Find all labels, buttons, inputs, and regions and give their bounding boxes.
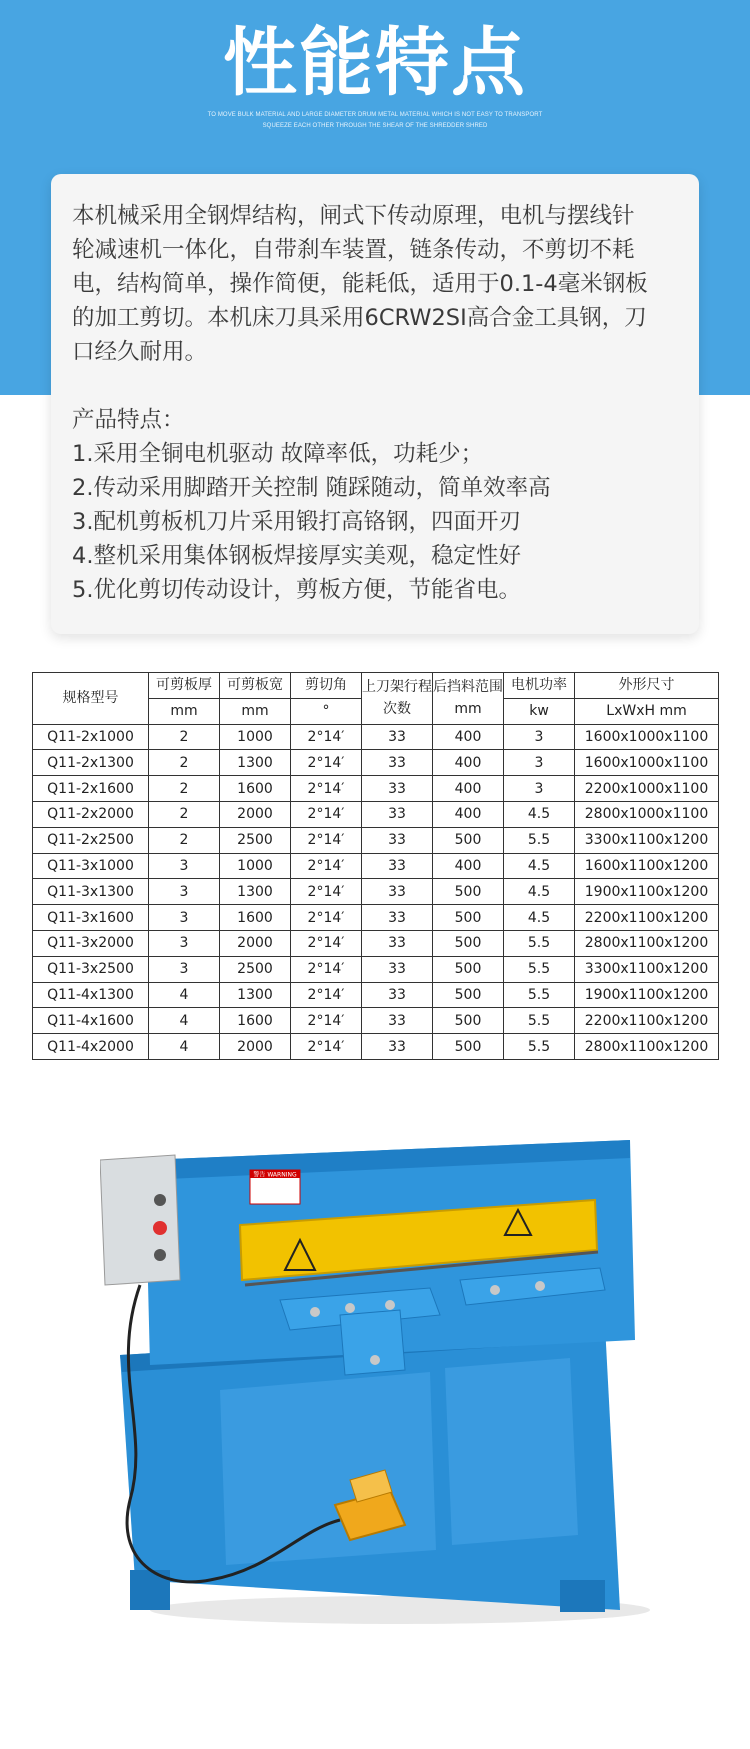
table-cell: 5.5	[504, 982, 575, 1008]
intro-line: 本机械采用全钢焊结构，闸式下传动原理，电机与摆线针	[72, 203, 635, 229]
table-cell: 2200x1100x1200	[575, 905, 719, 931]
warning-label: 警告 WARNING	[253, 1171, 297, 1179]
table-cell: 4	[149, 1034, 220, 1060]
table-cell: Q11-2x2500	[33, 827, 149, 853]
table-cell: 400	[433, 724, 504, 750]
machine-leg	[560, 1580, 605, 1612]
table-cell: 2°14′	[291, 1034, 362, 1060]
table-cell: 33	[362, 776, 433, 802]
table-cell: Q11-2x1300	[33, 750, 149, 776]
table-cell: 1300	[220, 879, 291, 905]
header-cell-strokes: 上刀架行程次数	[362, 673, 433, 725]
table-cell: 2°14′	[291, 982, 362, 1008]
table-cell: Q11-3x2000	[33, 930, 149, 956]
table-cell: 1900x1100x1200	[575, 879, 719, 905]
table-cell: 1600x1000x1100	[575, 724, 719, 750]
table-cell: 33	[362, 1034, 433, 1060]
table-cell: 33	[362, 801, 433, 827]
table-cell: 2800x1100x1200	[575, 930, 719, 956]
table-cell: 4.5	[504, 853, 575, 879]
table-cell: 3	[149, 930, 220, 956]
spec-table-body	[33, 724, 719, 1059]
table-cell: 33	[362, 930, 433, 956]
table-cell: Q11-4x1300	[33, 982, 149, 1008]
table-cell: Q11-3x1300	[33, 879, 149, 905]
intro-line: 口经久耐用。	[72, 339, 208, 365]
table-cell: 1600	[220, 776, 291, 802]
feature-item: 4.整机采用集体钢板焊接厚实美观，稳定性好	[72, 543, 521, 569]
table-cell: 33	[362, 879, 433, 905]
table-cell: 2°14′	[291, 956, 362, 982]
table-cell: 500	[433, 905, 504, 931]
table-cell: 3	[504, 724, 575, 750]
table-row	[33, 905, 719, 931]
table-cell: 500	[433, 982, 504, 1008]
table-row	[33, 724, 719, 750]
table-cell: 33	[362, 905, 433, 931]
features-heading: 产品特点：	[72, 407, 185, 433]
table-cell: 2°14′	[291, 801, 362, 827]
table-cell: 2800x1100x1200	[575, 1034, 719, 1060]
body-panel	[445, 1358, 578, 1545]
table-cell: 2°14′	[291, 879, 362, 905]
table-row	[33, 801, 719, 827]
bolt	[370, 1355, 380, 1365]
table-row	[33, 827, 719, 853]
table-row	[33, 853, 719, 879]
table-cell: 1600	[220, 905, 291, 931]
spec-table	[32, 672, 719, 1060]
shearing-machine-image	[100, 1140, 680, 1700]
table-cell: 5.5	[504, 930, 575, 956]
table-cell: 1300	[220, 750, 291, 776]
table-cell: 1600x1000x1100	[575, 750, 719, 776]
control-switch-icon	[154, 1194, 166, 1206]
table-cell: 5.5	[504, 956, 575, 982]
table-cell: 5.5	[504, 827, 575, 853]
table-cell: 500	[433, 1008, 504, 1034]
table-cell: 400	[433, 776, 504, 802]
table-cell: 2	[149, 750, 220, 776]
table-cell: 1600	[220, 1008, 291, 1034]
table-cell: 33	[362, 982, 433, 1008]
table-cell: 3300x1100x1200	[575, 827, 719, 853]
feature-item: 2.传动采用脚踏开关控制 随踩随动，简单效率高	[72, 475, 551, 501]
hero-subtitle-line-1: TO MOVE BULK MATERIAL AND LARGE DIAMETER DRUM METAL MATERIAL WHICH IS NOT EASY TO TRANSPORT	[207, 112, 543, 118]
table-cell: 2000	[220, 1034, 291, 1060]
table-cell: 3	[149, 853, 220, 879]
table-cell: 500	[433, 879, 504, 905]
feature-item: 3.配机剪板机刀片采用锻打高铬钢，四面开刃	[72, 509, 521, 535]
table-cell: 2°14′	[291, 750, 362, 776]
bolt	[490, 1285, 500, 1295]
bolt	[345, 1303, 355, 1313]
table-cell: 33	[362, 853, 433, 879]
table-cell: 3	[149, 956, 220, 982]
body-panel	[220, 1372, 436, 1565]
table-cell: Q11-3x2500	[33, 956, 149, 982]
table-cell: 2°14′	[291, 1008, 362, 1034]
table-cell: 1300	[220, 982, 291, 1008]
feature-item: 5.优化剪切传动设计，剪板方便，节能省电。	[72, 577, 521, 603]
intro-line: 的加工剪切。本机床刀具采用6CRW2SI高合金工具钢，刀	[72, 305, 647, 331]
intro-card	[51, 174, 699, 634]
table-row	[33, 982, 719, 1008]
table-cell: 1900x1100x1200	[575, 982, 719, 1008]
table-cell: 2	[149, 724, 220, 750]
control-switch-icon	[154, 1249, 166, 1261]
table-cell: 2500	[220, 827, 291, 853]
spacer	[72, 369, 684, 403]
table-cell: 400	[433, 853, 504, 879]
table-cell: 33	[362, 827, 433, 853]
table-cell: 1600x1100x1200	[575, 853, 719, 879]
table-cell: 5.5	[504, 1034, 575, 1060]
table-cell: 2500	[220, 956, 291, 982]
table-cell: 2000	[220, 801, 291, 827]
table-cell: 2200x1100x1200	[575, 1008, 719, 1034]
table-row	[33, 956, 719, 982]
table-cell: Q11-3x1000	[33, 853, 149, 879]
control-box	[100, 1155, 180, 1285]
table-cell: 33	[362, 750, 433, 776]
table-header-row	[33, 673, 719, 699]
table-cell: Q11-2x1600	[33, 776, 149, 802]
intro-text	[72, 199, 684, 607]
support-arm	[340, 1310, 405, 1375]
intro-line: 电，结构简单，操作简便，能耗低，适用于0.1-4毫米钢板	[72, 271, 648, 297]
bolt	[385, 1300, 395, 1310]
table-row	[33, 1008, 719, 1034]
table-cell: 2	[149, 827, 220, 853]
table-cell: 3	[149, 879, 220, 905]
unit-cell: kw	[504, 698, 575, 724]
table-row	[33, 879, 719, 905]
header-cell-backgauge: 后挡料范围mm	[433, 673, 504, 725]
unit-cell: mm	[220, 698, 291, 724]
bolt	[310, 1307, 320, 1317]
table-cell: 500	[433, 930, 504, 956]
bolt	[535, 1281, 545, 1291]
table-cell: Q11-4x1600	[33, 1008, 149, 1034]
table-cell: 33	[362, 1008, 433, 1034]
table-cell: 4.5	[504, 905, 575, 931]
table-row	[33, 930, 719, 956]
table-cell: 4.5	[504, 801, 575, 827]
table-cell: 4	[149, 982, 220, 1008]
table-cell: 500	[433, 1034, 504, 1060]
table-cell: 2800x1000x1100	[575, 801, 719, 827]
page-title: 性能特点	[223, 20, 527, 106]
table-cell: 1000	[220, 724, 291, 750]
header-cell-width: 可剪板宽	[220, 673, 291, 699]
table-cell: 2°14′	[291, 853, 362, 879]
table-cell: 3	[504, 776, 575, 802]
unit-cell: °	[291, 698, 362, 724]
header-cell-angle: 剪切角	[291, 673, 362, 699]
table-cell: 2200x1000x1100	[575, 776, 719, 802]
header-cell-thickness: 可剪板厚	[149, 673, 220, 699]
table-cell: 2000	[220, 930, 291, 956]
table-cell: Q11-2x1000	[33, 724, 149, 750]
table-cell: 3	[504, 750, 575, 776]
table-cell: 400	[433, 801, 504, 827]
table-cell: 2°14′	[291, 827, 362, 853]
table-cell: 500	[433, 827, 504, 853]
emergency-stop-button-icon	[153, 1221, 167, 1235]
table-cell: 5.5	[504, 1008, 575, 1034]
table-cell: 3300x1100x1200	[575, 956, 719, 982]
table-cell: 4	[149, 1008, 220, 1034]
table-cell: Q11-4x2000	[33, 1034, 149, 1060]
table-row	[33, 1034, 719, 1060]
intro-line: 轮减速机一体化，自带刹车装置，链条传动，不剪切不耗	[72, 237, 635, 263]
header-cell-dimensions: 外形尺寸	[575, 673, 719, 699]
table-row	[33, 776, 719, 802]
feature-item: 1.采用全铜电机驱动 故障率低，功耗少；	[72, 441, 484, 467]
table-cell: 2°14′	[291, 724, 362, 750]
table-cell: 4.5	[504, 879, 575, 905]
hero-subtitle	[0, 110, 750, 132]
table-cell: 2°14′	[291, 776, 362, 802]
table-cell: 400	[433, 750, 504, 776]
table-cell: 500	[433, 956, 504, 982]
hero-subtitle-line-2: SQUEEZE EACH OTHER THROUGH THE SHEAR OF THE SHREDDER SHRED	[262, 123, 488, 129]
table-cell: 3	[149, 905, 220, 931]
table-cell: 2°14′	[291, 930, 362, 956]
table-cell: 2°14′	[291, 905, 362, 931]
table-cell: 33	[362, 724, 433, 750]
unit-cell: mm	[149, 698, 220, 724]
table-cell: 2	[149, 776, 220, 802]
header-cell-motor: 电机功率	[504, 673, 575, 699]
table-cell: 33	[362, 956, 433, 982]
header-cell-model: 规格型号	[33, 673, 149, 725]
table-cell: 2	[149, 801, 220, 827]
table-row	[33, 750, 719, 776]
table-cell: 1000	[220, 853, 291, 879]
table-cell: Q11-2x2000	[33, 801, 149, 827]
unit-cell: LxWxH mm	[575, 698, 719, 724]
table-cell: Q11-3x1600	[33, 905, 149, 931]
